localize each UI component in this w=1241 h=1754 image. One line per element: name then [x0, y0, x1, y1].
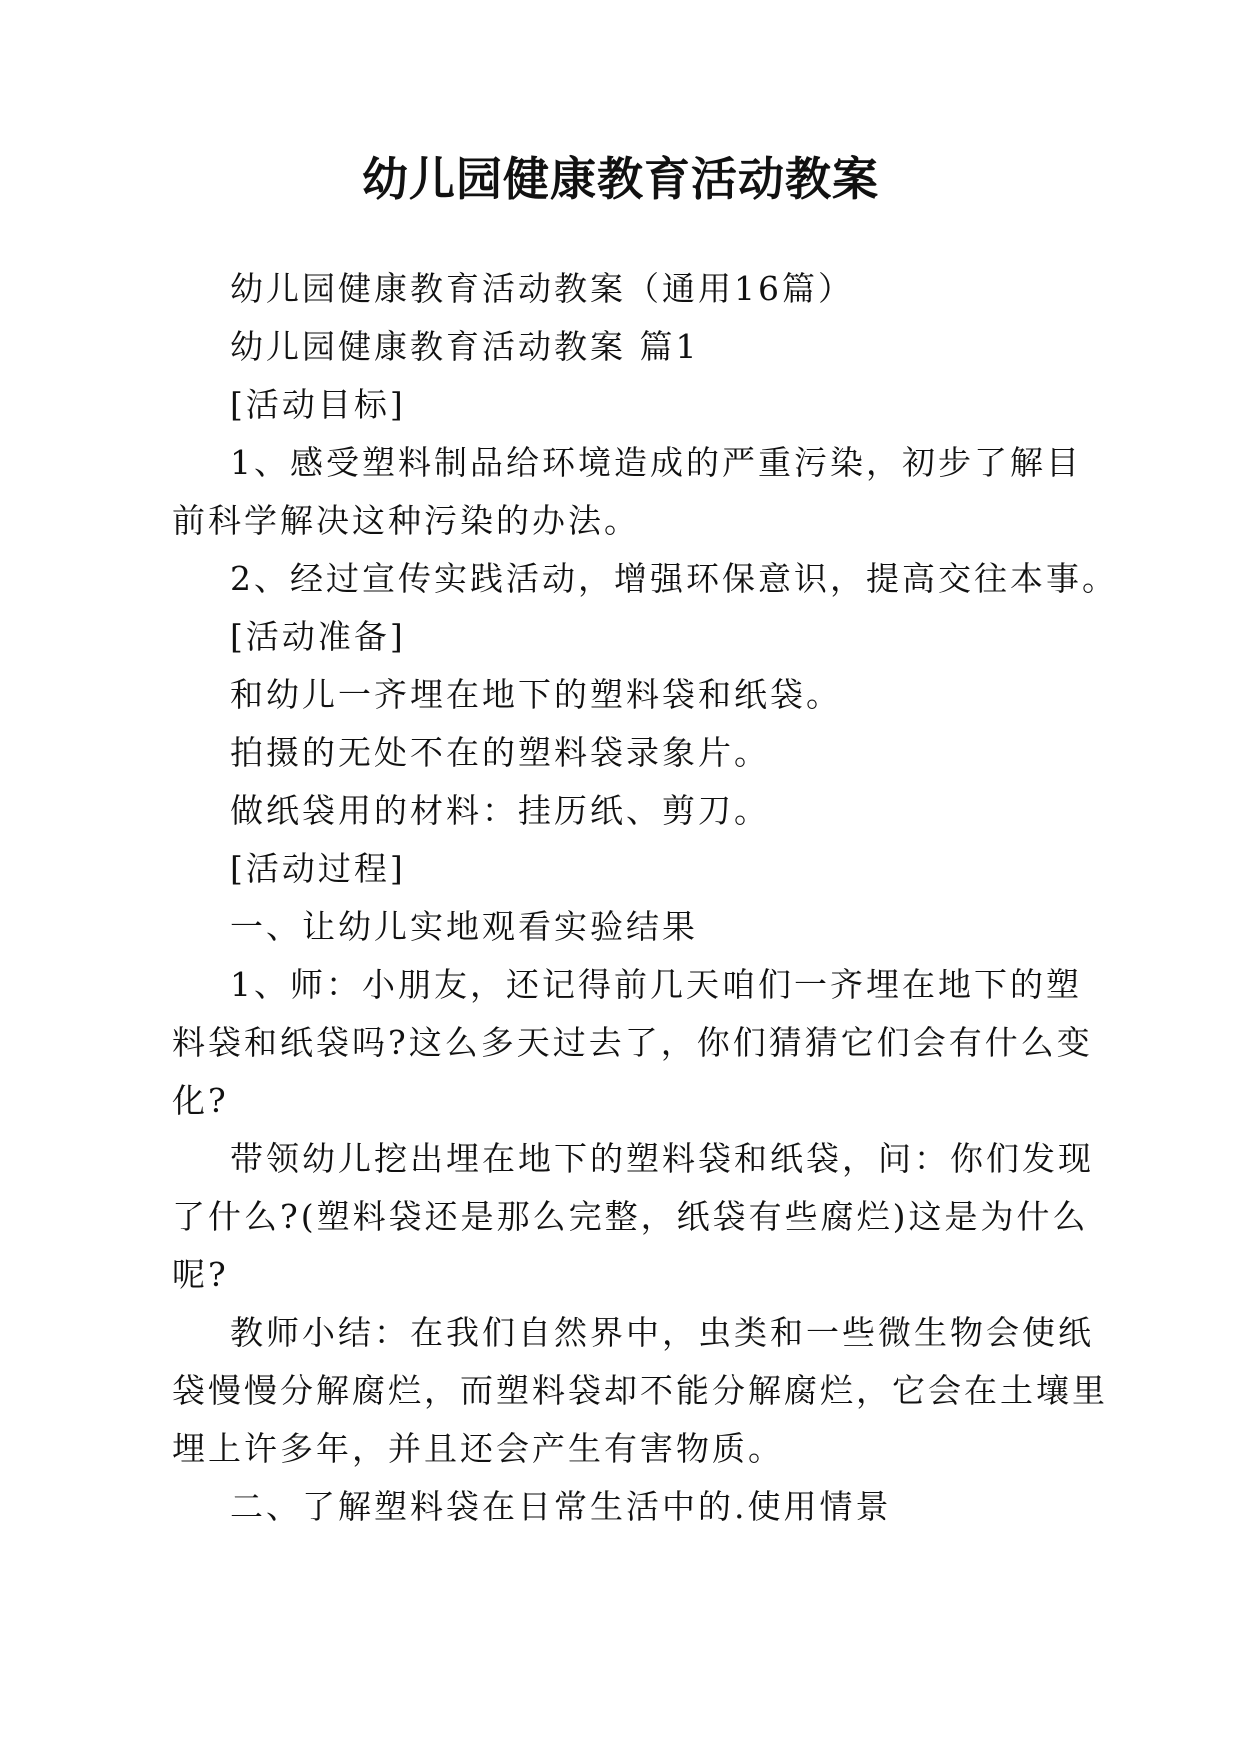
body-paragraph	[172, 318, 1072, 376]
paragraph-line: 做纸袋用的材料：挂历纸、剪刀。	[230, 791, 770, 830]
paragraph-line: [活动过程]	[230, 849, 406, 888]
paragraph-line: 带领幼儿挖出埋在地下的塑料袋和纸袋，问：你们发现	[230, 1139, 1094, 1178]
paragraph-line: 了什么?(塑料袋还是那么完整，纸袋有些腐烂)这是为什么	[172, 1197, 1089, 1236]
body-paragraph	[172, 1478, 1072, 1536]
document-title: 幼儿园健康教育活动教案	[362, 152, 879, 206]
paragraph-line: [活动准备]	[230, 617, 406, 656]
paragraph-line: 料袋和纸袋吗?这么多天过去了，你们猜猜它们会有什么变	[172, 1023, 1093, 1062]
paragraph-line: [活动目标]	[230, 385, 406, 424]
paragraph-line: 一、让幼儿实地观看实验结果	[230, 907, 698, 946]
body-paragraph	[172, 956, 1093, 1130]
paragraph-line: 前科学解决这种污染的办法。	[172, 501, 640, 540]
body-paragraph	[172, 724, 1072, 782]
paragraph-line: 2、经过宣传实践活动，增强环保意识，提高交往本事。	[230, 559, 1118, 598]
body-paragraph	[172, 608, 1072, 666]
body-paragraph	[172, 898, 1072, 956]
paragraph-line: 教师小结：在我们自然界中，虫类和一些微生物会使纸	[230, 1313, 1094, 1352]
body-paragraph	[172, 376, 1072, 434]
paragraph-line: 呢?	[172, 1255, 229, 1294]
body-paragraph	[172, 1130, 1094, 1304]
body-paragraph	[172, 434, 1082, 550]
body-paragraph	[172, 550, 1118, 608]
paragraph-line: 袋慢慢分解腐烂，而塑料袋却不能分解腐烂，它会在土壤里	[172, 1371, 1108, 1410]
document-body	[172, 260, 1118, 1536]
paragraph-line: 二、了解塑料袋在日常生活中的.使用情景	[230, 1487, 892, 1526]
body-paragraph	[172, 260, 1072, 318]
body-paragraph	[172, 666, 1072, 724]
body-paragraph	[172, 840, 1072, 898]
body-paragraph	[172, 782, 1072, 840]
paragraph-line: 1、感受塑料制品给环境造成的严重污染，初步了解目	[230, 443, 1082, 482]
paragraph-line: 拍摄的无处不在的塑料袋录象片。	[230, 733, 770, 772]
paragraph-line: 化?	[172, 1081, 229, 1120]
paragraph-line: 埋上许多年，并且还会产生有害物质。	[172, 1429, 784, 1468]
paragraph-line: 幼儿园健康教育活动教案（通用16篇）	[230, 269, 854, 308]
paragraph-line: 幼儿园健康教育活动教案 篇1	[230, 327, 700, 366]
body-paragraph	[172, 1304, 1108, 1478]
paragraph-line: 1、师：小朋友，还记得前几天咱们一齐埋在地下的塑	[230, 965, 1082, 1004]
paragraph-line: 和幼儿一齐埋在地下的塑料袋和纸袋。	[230, 675, 842, 714]
